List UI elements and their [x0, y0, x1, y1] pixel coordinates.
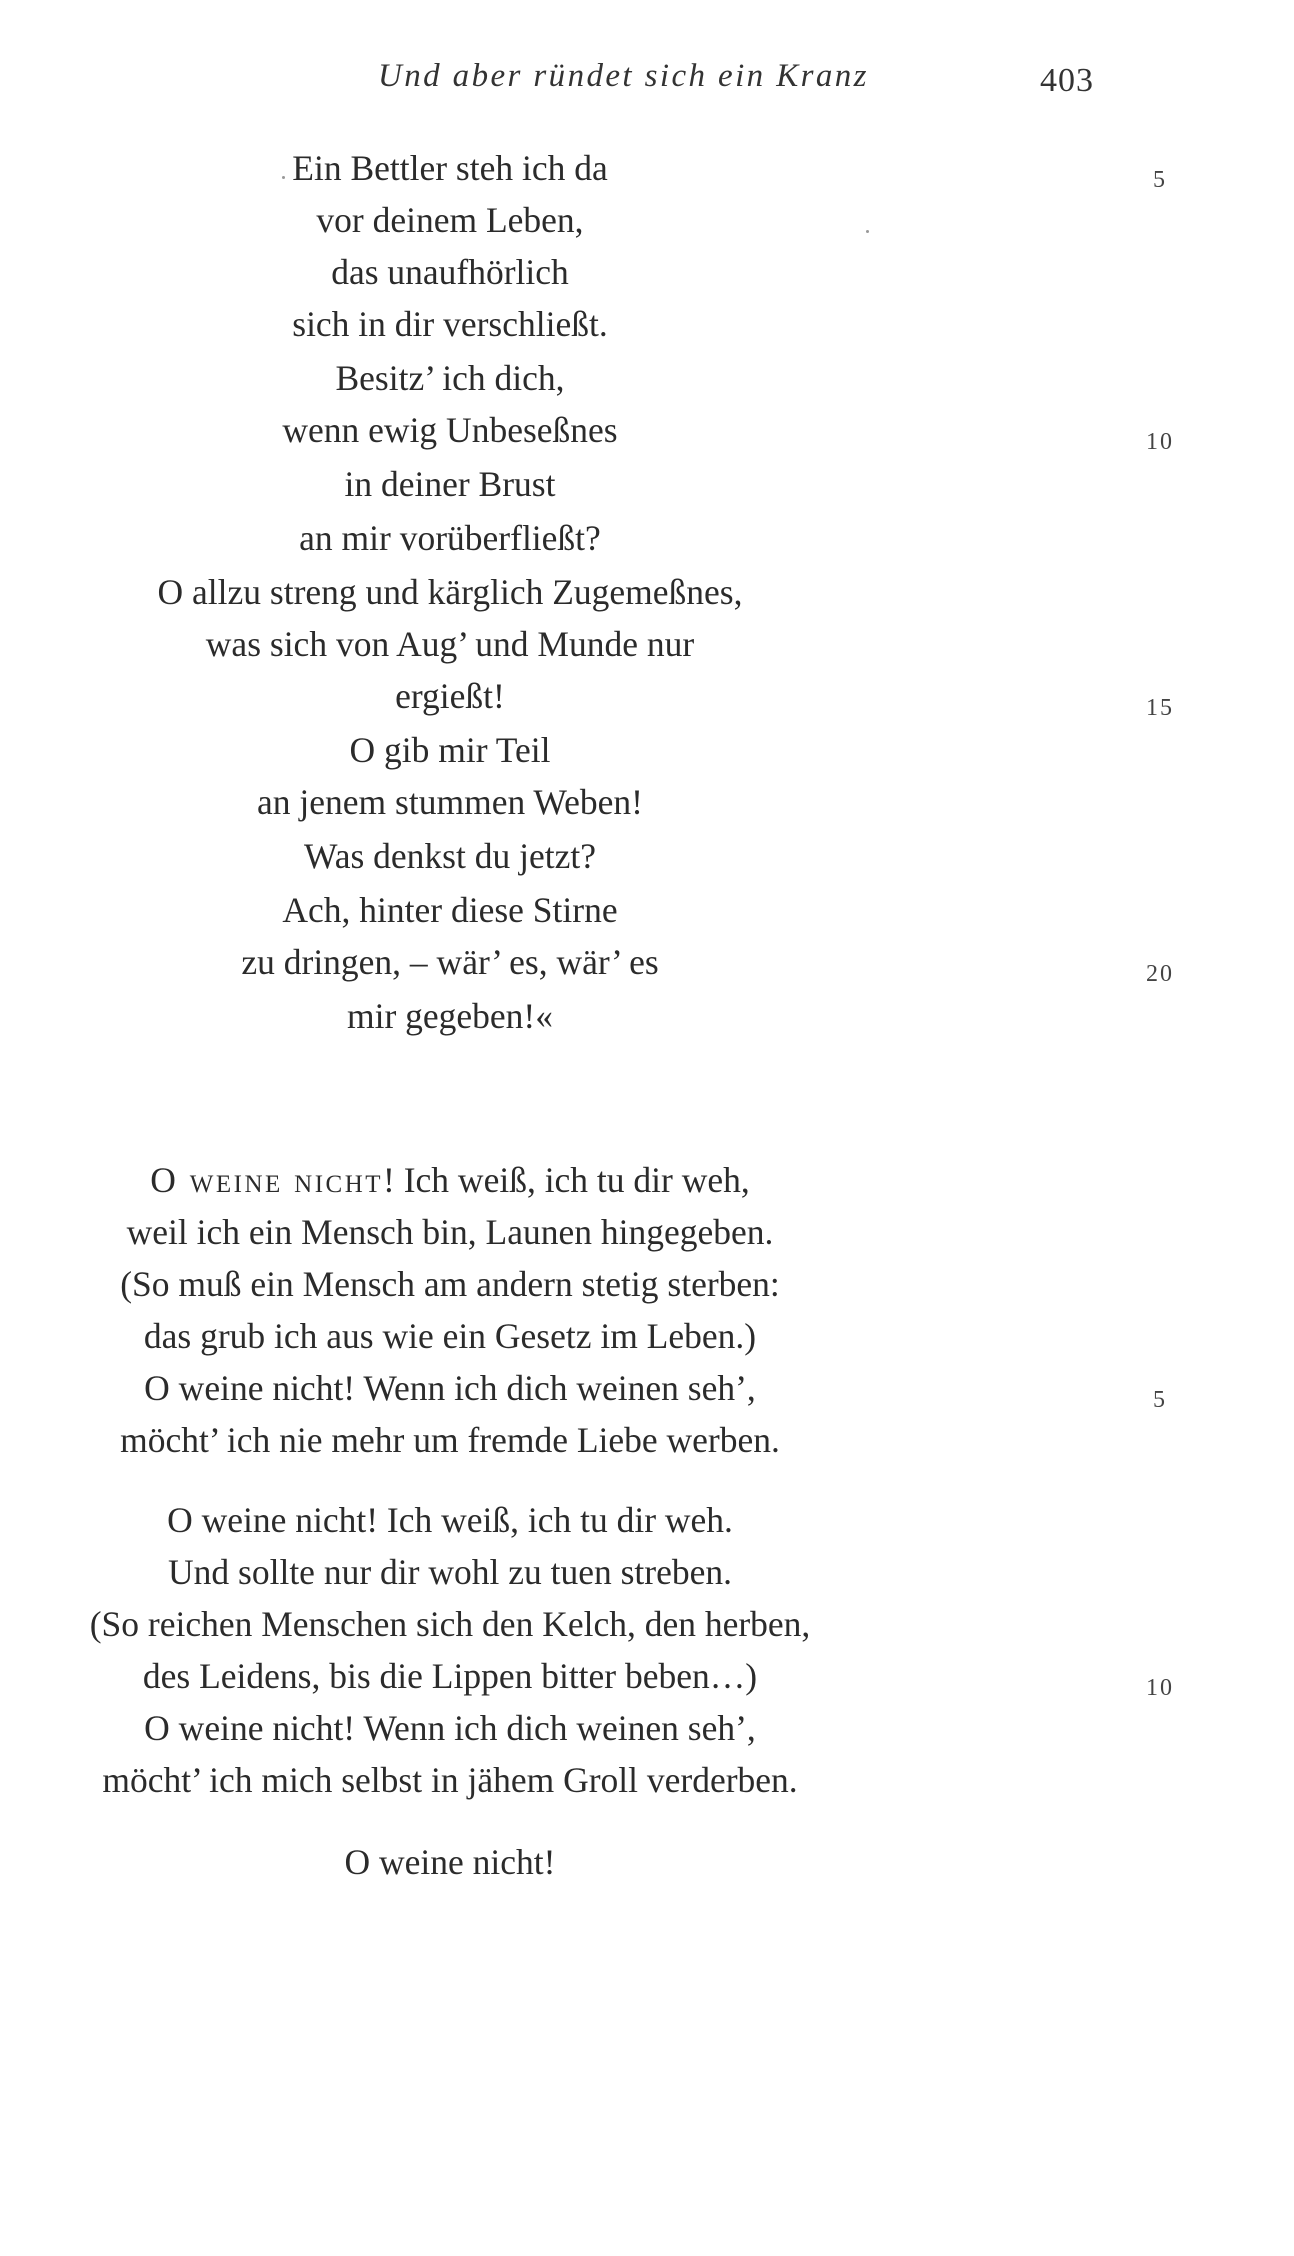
poem-line: O gib mir Teil [349, 730, 551, 770]
poem-line: Und sollte nur dir wohl zu tuen streben. [168, 1552, 732, 1592]
poem-line: möcht’ ich nie mehr um fremde Liebe werben. [120, 1420, 780, 1460]
line-number: 10 [1146, 429, 1174, 455]
line-number: 5 [1153, 167, 1167, 193]
print-speck [866, 230, 869, 233]
poem-line: möcht’ ich mich selbst in jähem Groll verderben. [102, 1760, 798, 1800]
line-number: 5 [1153, 1387, 1167, 1413]
poem-line: Besitz’ ich dich, [335, 358, 565, 398]
first-line-small-caps: O weine nicht [150, 1160, 384, 1200]
poem-line: das unaufhörlich [331, 252, 569, 292]
poem-line: O allzu streng und kärglich Zugemeßnes, [157, 572, 743, 612]
poem-line: was sich von Aug’ und Munde nur [205, 624, 695, 664]
poem-line: O weine nicht! Wenn ich dich weinen seh’, [144, 1708, 756, 1748]
line-number: 15 [1146, 695, 1174, 721]
first-line-rest: ! Ich weiß, ich tu dir weh, [383, 1160, 750, 1200]
poem-line: vor deinem Leben, [316, 200, 584, 240]
poem-line: zu dringen, – wär’ es, wär’ es [241, 942, 659, 982]
poem-line: des Leidens, bis die Lippen bitter beben…) [142, 1656, 758, 1696]
poem-line: (So reichen Menschen sich den Kelch, den herben, [89, 1604, 811, 1644]
poem-closing-line: O weine nicht! [344, 1842, 556, 1882]
poem-line: O weine nicht! Wenn ich dich weinen seh’, [144, 1368, 756, 1408]
poem-line: Ach, hinter diese Stirne [282, 890, 618, 930]
poem-line: an mir vorüberfließt? [299, 518, 601, 558]
poem-line: an jenem stummen Weben! [257, 782, 643, 822]
poem-line: das grub ich aus wie ein Gesetz im Leben.) [143, 1316, 757, 1356]
running-title: Und aber ründet sich ein Kranz [378, 58, 869, 94]
poem-line: ergießt! [395, 676, 505, 716]
poem-line: Was denkst du jetzt? [304, 836, 596, 876]
poem-line: O weine nicht! Ich weiß, ich tu dir weh. [167, 1500, 733, 1540]
poem-line: weil ich ein Mensch bin, Launen hingegeben. [126, 1212, 774, 1252]
poem-first-line [0, 1154, 900, 1206]
line-number: 10 [1146, 1675, 1174, 1701]
poem-line: wenn ewig Unbeseßnes [282, 410, 618, 450]
poem-line: (So muß ein Mensch am andern stetig sterben: [120, 1264, 780, 1304]
print-speck [282, 176, 285, 179]
poem-line: in deiner Brust [344, 464, 556, 504]
poem-line: Ein Bettler steh ich da [292, 148, 608, 188]
poem-line: sich in dir verschließt. [292, 304, 608, 344]
page-number: 403 [1040, 62, 1094, 99]
line-number: 20 [1146, 961, 1174, 987]
poem-line: mir gegeben!« [346, 996, 553, 1036]
running-head [0, 58, 1294, 108]
